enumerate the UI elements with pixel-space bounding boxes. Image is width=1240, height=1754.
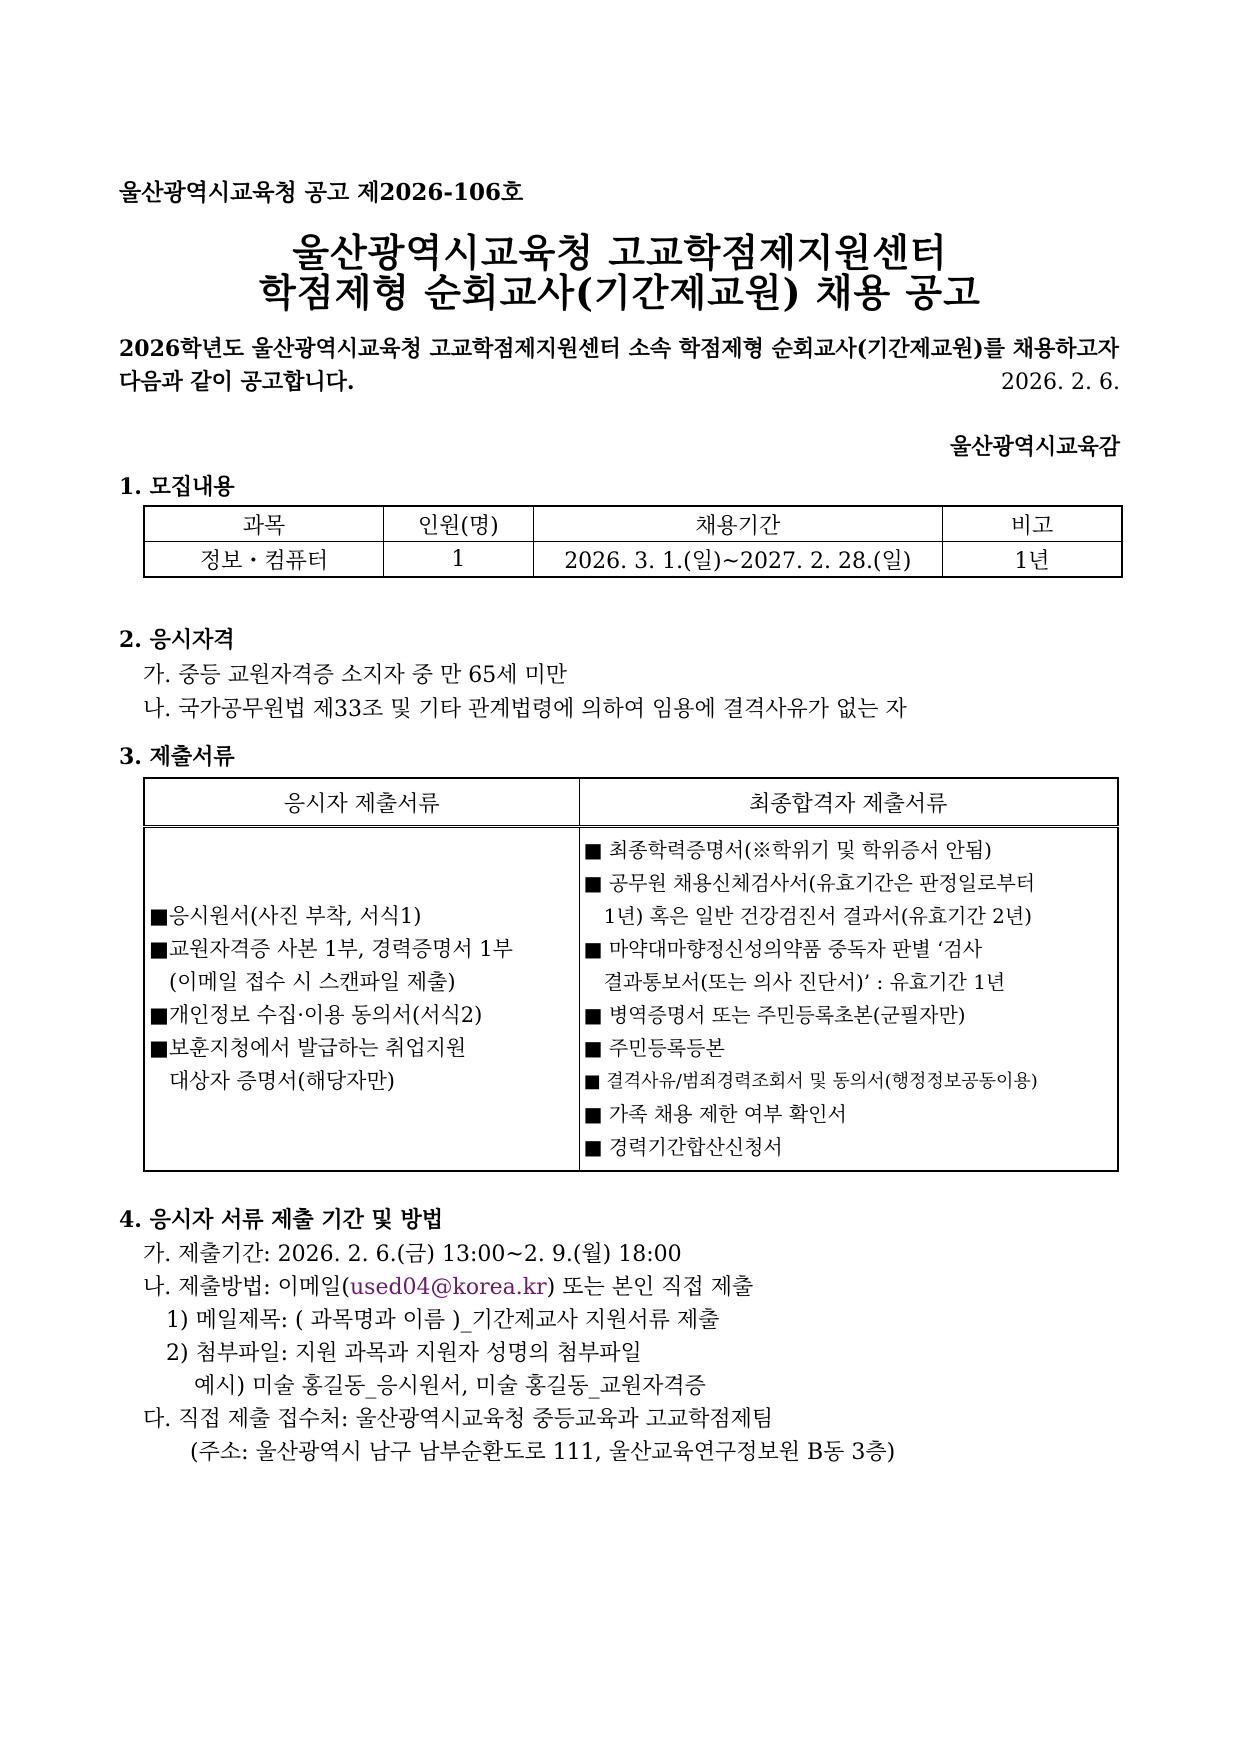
list-item: ■ 마약대마향정신성의약품 중독자 판별 ‘검사 — [583, 937, 983, 961]
submission-method — [143, 1270, 753, 1301]
cell-subject: 정보・컴퓨터 — [144, 542, 383, 578]
list-item: ■ 결격사유/범죄경력조회서 및 동의서(행정정보공동이용) — [583, 1071, 1038, 1092]
list-item: ■응시원서(사진 부착, 서식1) — [149, 904, 422, 928]
list-item: ■ 가족 채용 제한 여부 확인서 — [583, 1102, 847, 1126]
table-header-row — [144, 506, 1122, 542]
intro-paragraph: 2026학년도 울산광역시교육청 고교학점제지원센터 소속 학점제형 순회교사(기간제교원)를 채용하고자 다음과 같이 공고합니다. — [119, 336, 1119, 395]
title-line-2: 학점제형 순회교사(기간제교원) 채용 공고 — [259, 270, 981, 315]
list-item: 결과통보서(또는 의사 진단서)’ : 유효기간 1년 — [603, 970, 1006, 994]
attachment-example: 예시) 미술 홍길동_응시원서, 미술 홍길동_교원자격증 — [194, 1374, 706, 1399]
email-link[interactable]: used04@korea.kr — [350, 1275, 547, 1300]
column-header: 인원(명) — [383, 506, 533, 542]
list-item: ■ 주민등록등본 — [583, 1036, 725, 1060]
method-suffix: ) 또는 본인 직접 제출 — [546, 1275, 754, 1300]
list-item: ■ 공무원 채용신체검사서(유효기간은 판정일로부터 — [583, 871, 1036, 895]
column-header: 최종합격자 제출서류 — [579, 778, 1118, 827]
recruitment-table — [143, 505, 1123, 578]
section-2-heading: 2. 응시자격 — [119, 627, 235, 653]
list-item: 대상자 증명서(해당자만) — [169, 1069, 395, 1093]
notice-number: 울산광역시교육청 공고 제2026-106호 — [119, 179, 524, 206]
cell-count: 1 — [383, 542, 533, 578]
section-4-heading: 4. 응시자 서류 제출 기간 및 방법 — [119, 1207, 443, 1233]
list-item: ■개인정보 수집·이용 동의서(서식2) — [149, 1003, 483, 1027]
notice-date: 2026. 2. 6. — [1001, 370, 1120, 395]
qualification-item: 나. 국가공무원법 제33조 및 기타 관계법령에 의하여 임용에 결격사유가 없는 자 — [143, 697, 907, 722]
cell-note: 1년 — [942, 542, 1122, 578]
list-item: ■ 경력기간합산신청서 — [583, 1135, 783, 1159]
section-3-heading: 3. 제출서류 — [119, 744, 235, 770]
mail-subject-rule: 1) 메일제목: ( 과목명과 이름 )_기간제교사 지원서류 제출 — [166, 1308, 720, 1333]
issuer: 울산광역시교육감 — [949, 434, 1120, 460]
qualification-item: 가. 중등 교원자격증 소지자 중 만 65세 미만 — [143, 663, 567, 688]
cell-period: 2026. 3. 1.(일)~2027. 2. 28.(일) — [533, 542, 942, 578]
table-header-row — [144, 778, 1118, 827]
final-documents-cell — [579, 827, 1118, 1172]
submission-period: 가. 제출기간: 2026. 2. 6.(금) 13:00~2. 9.(월) 18:00 — [143, 1242, 682, 1267]
section-1-heading: 1. 모집내용 — [119, 474, 235, 500]
column-header: 과목 — [144, 506, 383, 542]
direct-submission: 다. 직접 제출 접수처: 울산광역시교육청 중등교육과 고교학점제팀 — [143, 1407, 774, 1432]
column-header: 응시자 제출서류 — [144, 778, 579, 827]
list-item: ■보훈지청에서 발급하는 취업지원 — [149, 1036, 467, 1060]
list-item: ■ 병역증명서 또는 주민등록초본(군필자만) — [583, 1003, 966, 1027]
table-row — [144, 827, 1118, 1172]
list-item: ■교원자격증 사본 1부, 경력증명서 1부 — [149, 937, 513, 961]
column-header: 채용기간 — [533, 506, 942, 542]
column-header: 비고 — [942, 506, 1122, 542]
documents-table — [143, 777, 1119, 1172]
table-row — [144, 542, 1122, 578]
list-item: ■ 최종학력증명서(※학위기 및 학위증서 안됨) — [583, 838, 992, 862]
title-line-1: 울산광역시교육청 고교학점제지원센터 — [292, 230, 948, 275]
submission-address: (주소: 울산광역시 남구 남부순환도로 111, 울산교육연구정보원 B동 3층) — [190, 1440, 896, 1465]
method-prefix: 나. 제출방법: 이메일( — [143, 1275, 350, 1300]
list-item: (이메일 접수 시 스캔파일 제출) — [169, 970, 456, 994]
applicant-documents-cell — [144, 827, 579, 1172]
attachment-rule: 2) 첨부파일: 지원 과목과 지원자 성명의 첨부파일 — [166, 1341, 642, 1366]
list-item: 1년) 혹은 일반 건강검진서 결과서(유효기간 2년) — [603, 904, 1032, 928]
